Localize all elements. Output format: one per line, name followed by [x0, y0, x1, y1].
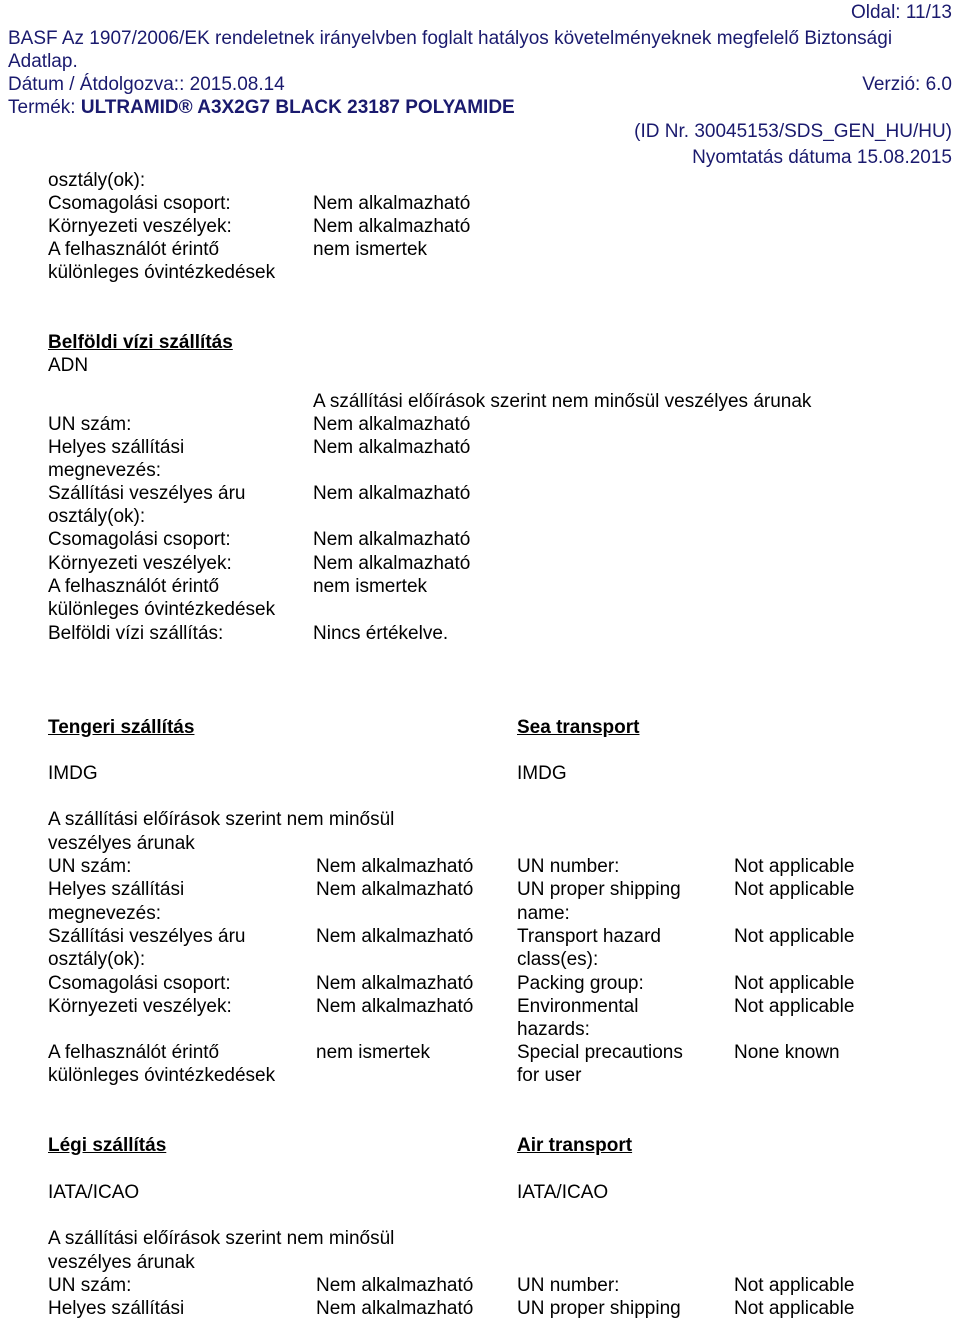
label: UN number:: [517, 856, 620, 877]
page-number: Oldal: 11/13: [850, 2, 952, 23]
section-title-air-en: Air transport: [517, 1135, 633, 1156]
label: UN proper shipping: [517, 879, 681, 900]
value: None known: [734, 1042, 840, 1063]
value: Not applicable: [734, 879, 855, 900]
label: UN szám:: [48, 414, 132, 435]
value: nem ismertek: [313, 576, 428, 597]
value: Not applicable: [734, 973, 855, 994]
value: Nincs értékelve.: [313, 623, 449, 644]
label: Packing group:: [517, 973, 644, 994]
value: Not applicable: [734, 1275, 855, 1296]
label: Belföldi vízi szállítás:: [48, 623, 224, 644]
value: Nem alkalmazható: [313, 414, 471, 435]
air-statement-cont: veszélyes árunak: [48, 1252, 195, 1273]
label: for user: [517, 1065, 582, 1086]
value: Nem alkalmazható: [313, 553, 471, 574]
value: Nem alkalmazható: [316, 973, 474, 994]
label: Helyes szállítási: [48, 879, 185, 900]
label: Környezeti veszélyek:: [48, 553, 232, 574]
label: A felhasználót érintő: [48, 239, 220, 260]
sea-code-hu: IMDG: [48, 763, 98, 784]
label: osztály(ok):: [48, 506, 146, 527]
value: Not applicable: [734, 1298, 855, 1319]
label: Csomagolási csoport:: [48, 193, 231, 214]
air-statement: A szállítási előírások szerint nem minősül: [48, 1228, 395, 1249]
label: Helyes szállítási: [48, 437, 185, 458]
value: Not applicable: [734, 926, 855, 947]
value: Nem alkalmazható: [313, 193, 471, 214]
label: megnevezés:: [48, 460, 162, 481]
print-date: Nyomtatás dátuma 15.08.2015: [692, 147, 952, 168]
value: Nem alkalmazható: [313, 437, 471, 458]
document-id: (ID Nr. 30045153/SDS_GEN_HU/HU): [634, 121, 952, 142]
sea-statement-cont: veszélyes árunak: [48, 833, 195, 854]
air-code-en: IATA/ICAO: [517, 1182, 609, 1203]
label: class(es):: [517, 949, 599, 970]
revision-date: Dátum / Átdolgozva:: 2015.08.14: [8, 74, 285, 95]
inland-code: ADN: [48, 355, 89, 376]
value: Nem alkalmazható: [313, 216, 471, 237]
section-title-air-hu: Légi szállítás: [48, 1135, 167, 1156]
label: különleges óvintézkedések: [48, 262, 276, 283]
label: Csomagolási csoport:: [48, 973, 231, 994]
label: Transport hazard: [517, 926, 661, 947]
value: Not applicable: [734, 856, 855, 877]
value: Not applicable: [734, 996, 855, 1017]
label: különleges óvintézkedések: [48, 1065, 276, 1086]
label: Szállítási veszélyes áru: [48, 926, 246, 947]
value: Nem alkalmazható: [313, 483, 471, 504]
label: Környezeti veszélyek:: [48, 216, 232, 237]
label: UN szám:: [48, 856, 132, 877]
value: Nem alkalmazható: [316, 879, 474, 900]
label: különleges óvintézkedések: [48, 599, 276, 620]
label: hazards:: [517, 1019, 590, 1040]
label: name:: [517, 903, 570, 924]
label: A felhasználót érintő: [48, 1042, 220, 1063]
label: megnevezés:: [48, 903, 162, 924]
document-title: BASF Az 1907/2006/EK rendeletnek irányelvben foglalt hatályos követelményeknek megfelelő Biztonsági: [8, 28, 893, 49]
air-code-hu: IATA/ICAO: [48, 1182, 140, 1203]
label: Environmental: [517, 996, 639, 1017]
value: Nem alkalmazható: [316, 1298, 474, 1319]
label: UN proper shipping: [517, 1298, 681, 1319]
label: Helyes szállítási: [48, 1298, 185, 1319]
value: Nem alkalmazható: [316, 996, 474, 1017]
label: Környezeti veszélyek:: [48, 996, 232, 1017]
value: Nem alkalmazható: [316, 926, 474, 947]
value: Nem alkalmazható: [316, 856, 474, 877]
label: osztály(ok):: [48, 949, 146, 970]
version: Verzió: 6.0: [862, 74, 952, 95]
value: Nem alkalmazható: [313, 529, 471, 550]
sea-code-en: IMDG: [517, 763, 567, 784]
label: osztály(ok):: [48, 170, 146, 191]
sea-statement: A szállítási előírások szerint nem minősül: [48, 809, 395, 830]
document-title-cont: Adatlap.: [8, 51, 78, 72]
section-title-sea-hu: Tengeri szállítás: [48, 717, 195, 738]
value: nem ismertek: [313, 239, 428, 260]
section-title-sea-en: Sea transport: [517, 717, 640, 738]
product-line: [8, 96, 515, 119]
label: A felhasználót érintő: [48, 576, 220, 597]
product-prefix: Termék:: [8, 97, 81, 118]
product-name: ULTRAMID® A3X2G7 BLACK 23187 POLYAMIDE: [80, 97, 515, 118]
label: UN number:: [517, 1275, 620, 1296]
inland-statement: A szállítási előírások szerint nem minősül veszélyes árunak: [313, 391, 812, 412]
label: UN szám:: [48, 1275, 132, 1296]
value: nem ismertek: [316, 1042, 431, 1063]
section-title-inland: Belföldi vízi szállítás: [48, 332, 233, 353]
label: Szállítási veszélyes áru: [48, 483, 246, 504]
label: Special precautions: [517, 1042, 683, 1063]
value: Nem alkalmazható: [316, 1275, 474, 1296]
label: Csomagolási csoport:: [48, 529, 231, 550]
